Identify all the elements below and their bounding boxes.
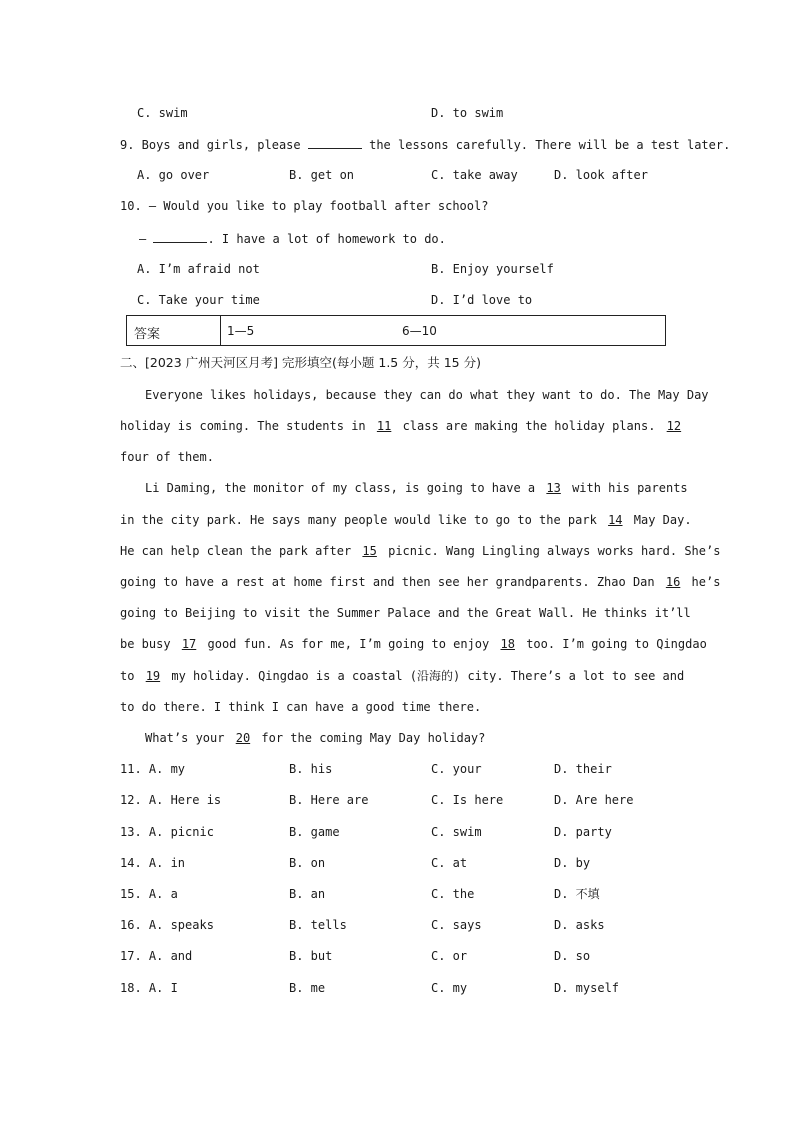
choice-11-d: D. their (554, 762, 612, 776)
passage-p2-line3 (120, 543, 721, 559)
choice-14-a: 14. A. in (120, 856, 186, 870)
choice-13-c: C. swim (431, 825, 482, 839)
passage-p2-line5: going to Beijing to visit the Summer Palace and the Great Wall. He thinks it’ll (120, 606, 691, 620)
passage-text: He can help clean the park after (120, 544, 352, 558)
blank-11: 11 (376, 419, 392, 433)
passage-p2-line7 (120, 668, 685, 684)
choice-13-b: B. game (289, 825, 340, 839)
choice-18-d: D. myself (554, 981, 620, 995)
passage-text: Li Daming, the monitor of my class, is going to have a (145, 481, 536, 495)
q9-stem-after: the lessons carefully. There will be a test later. (369, 138, 731, 152)
choice-12-c: C. Is here (431, 793, 504, 807)
choice-15-c: C. the (431, 887, 475, 901)
choice-16-c: C. says (431, 918, 482, 932)
choice-13-d: D. party (554, 825, 612, 839)
passage-text: good fun. As for me, I’m going to enjoy (207, 637, 490, 651)
choice-11-a: 11. A. my (120, 762, 186, 776)
choice-17-b: B. but (289, 949, 333, 963)
q9-stem-before: 9. Boys and girls, please (120, 138, 301, 152)
choice-11-c: C. your (431, 762, 482, 776)
blank-14: 14 (608, 513, 623, 527)
choice-14-d: D. by (554, 856, 591, 870)
blank-16: 16 (665, 575, 681, 589)
blank-15: 15 (362, 544, 377, 558)
blank-19: 19 (145, 669, 161, 683)
choice-17-c: C. or (431, 949, 468, 963)
choice-17-d: D. so (554, 949, 591, 963)
passage-p2-line1 (145, 480, 688, 496)
passage-p1-line3: four of them. (120, 450, 214, 464)
blank-12: 12 (666, 419, 682, 433)
q9-answer-blank (308, 136, 362, 149)
passage-text: picnic. Wang Lingling always works hard. She’s (388, 544, 721, 558)
q8-option-d: D. to swim (431, 106, 504, 120)
choice-15-b: B. an (289, 887, 326, 901)
q10-answer-blank (153, 230, 207, 243)
passage-text: holiday is coming. The students in (120, 419, 366, 433)
choice-11-b: B. his (289, 762, 333, 776)
passage-p2-line8: to do there. I think I can have a good time there. (120, 700, 482, 714)
blank-20: 20 (235, 731, 251, 745)
q10-option-a: A. I’m afraid not (137, 262, 260, 276)
q8-option-c: C. swim (137, 106, 188, 120)
passage-p2-line2 (120, 512, 692, 528)
answer-box-label-cell (127, 316, 221, 345)
blank-13: 13 (546, 481, 561, 495)
passage-text: May Day. (633, 513, 692, 527)
choice-18-c: C. my (431, 981, 468, 995)
passage-text: in the city park. He says many people would like to go to the park (120, 513, 597, 527)
passage-text: he’s (691, 575, 721, 589)
choice-12-d: D. Are here (554, 793, 634, 807)
passage-text: too. I’m going to Qingdao (526, 637, 707, 651)
passage-text: class are making the holiday plans. (402, 419, 656, 433)
passage-p2-line6 (120, 636, 707, 652)
q9-option-c: C. take away (431, 168, 518, 182)
passage-text: my holiday. Qingdao is a coastal (沿海的) city. There’s a lot to see and (171, 669, 685, 683)
q10-stem: 10. — Would you like to play football after school? (120, 199, 489, 213)
blank-18: 18 (500, 637, 515, 651)
choice-14-b: B. on (289, 856, 326, 870)
passage-text: What’s your (145, 731, 225, 745)
passage-text: be busy (120, 637, 171, 651)
q10-option-d: D. I’d love to (431, 293, 533, 307)
choice-16-a: 16. A. speaks (120, 918, 214, 932)
q10-reply (139, 230, 446, 247)
q9-option-b: B. get on (289, 168, 355, 182)
choice-18-b: B. me (289, 981, 326, 995)
section-2-title: 二、[2023 广州天河区月考] 完形填空(每小题 1.5 分，共 15 分) (120, 355, 481, 370)
choice-12-b: B. Here are (289, 793, 369, 807)
answer-range-6-10: 6—10 (402, 324, 437, 338)
choice-15-d: D. 不填 (554, 887, 600, 901)
choice-13-a: 13. A. picnic (120, 825, 214, 839)
choice-16-d: D. asks (554, 918, 605, 932)
passage-text: with his parents (572, 481, 688, 495)
answer-range-1-5: 1—5 (227, 324, 255, 338)
q10-reply-dash: — (139, 232, 147, 246)
choice-18-a: 18. A. I (120, 981, 178, 995)
q10-option-c: C. Take your time (137, 293, 260, 307)
q9-option-d: D. look after (554, 168, 648, 182)
choice-15-a: 15. A. a (120, 887, 178, 901)
q9-stem (120, 136, 730, 153)
answer-box (126, 315, 666, 346)
choice-17-a: 17. A. and (120, 949, 193, 963)
passage-text: to (120, 669, 135, 683)
choice-16-b: B. tells (289, 918, 347, 932)
passage-text: for the coming May Day holiday? (261, 731, 486, 745)
choice-12-a: 12. A. Here is (120, 793, 222, 807)
q10-reply-after: . I have a lot of homework to do. (207, 232, 446, 246)
passage-p3-line1 (145, 730, 485, 746)
passage-p1-line1: Everyone likes holidays, because they can do what they want to do. The May Day (145, 388, 709, 402)
passage-text: going to have a rest at home first and then see her grandparents. Zhao Dan (120, 575, 655, 589)
answer-box-label: 答案 (134, 327, 161, 342)
passage-p1-line2 (120, 418, 682, 434)
q9-option-a: A. go over (137, 168, 210, 182)
choice-14-c: C. at (431, 856, 468, 870)
blank-17: 17 (181, 637, 197, 651)
passage-p2-line4 (120, 574, 721, 590)
q10-option-b: B. Enjoy yourself (431, 262, 554, 276)
